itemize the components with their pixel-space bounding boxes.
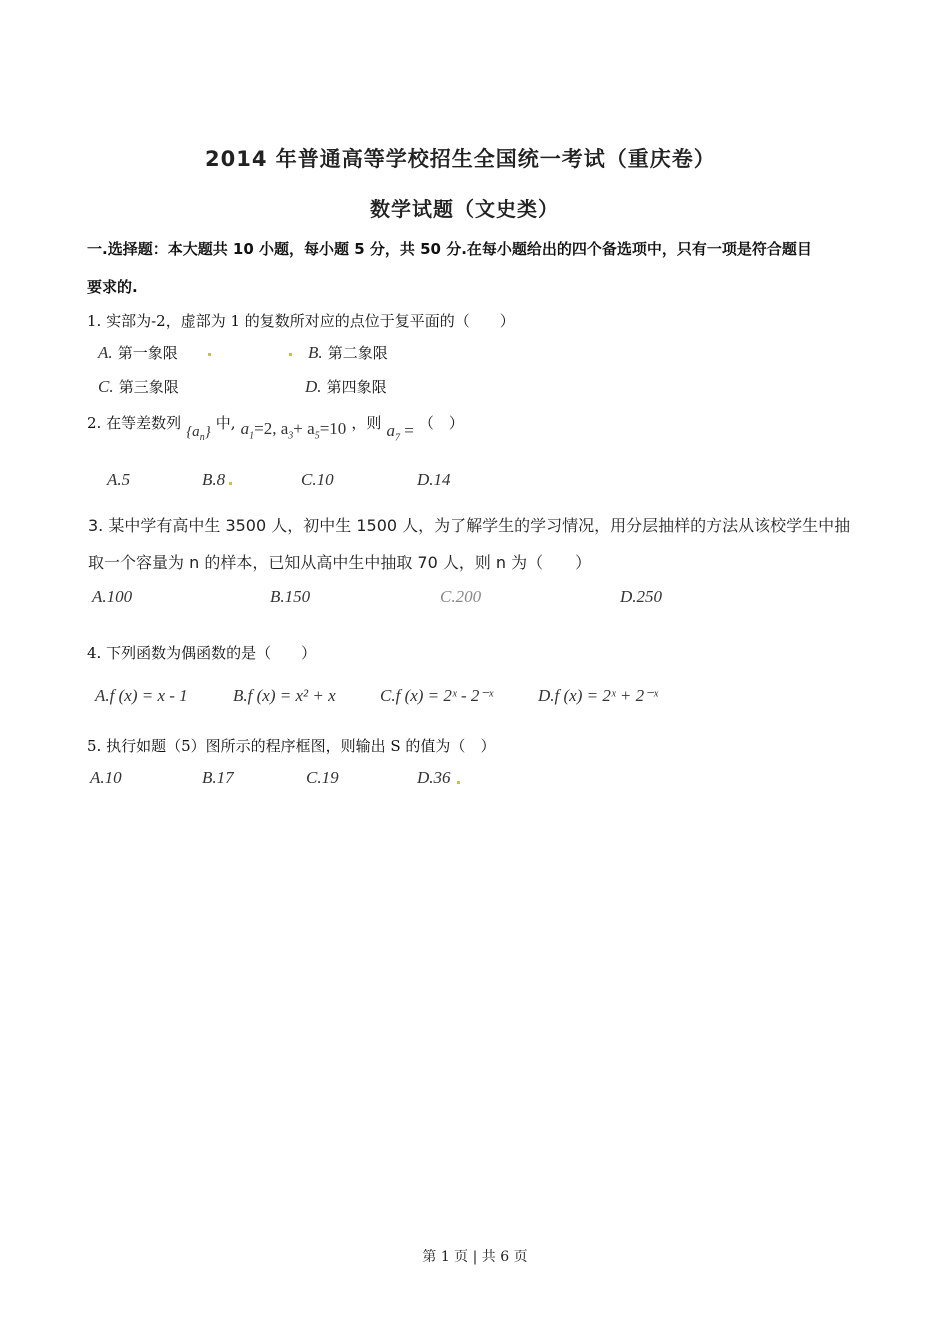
q2-then: ，则 — [351, 414, 382, 432]
q1-option-b — [308, 342, 388, 363]
q2-option-a: A.5 — [107, 470, 131, 489]
question-2-stem — [87, 412, 464, 444]
q1-option-c — [98, 376, 179, 397]
option-expression: f (x) = 2ˣ - 2⁻ˣ — [395, 686, 494, 705]
option-text: 第三象限 — [118, 378, 179, 396]
option-letter: C. — [98, 377, 114, 396]
option-text: 第二象限 — [327, 344, 388, 362]
q2-option-c: C.10 — [301, 470, 334, 489]
q2-mid: 中, — [215, 414, 236, 432]
q2-condition: $a_1=2$, $a_3+ a_5=10$ — [240, 419, 347, 442]
question-3-line1: 3. 某中学有高中生 3500 人，初中生 1500 人，为了解学生的学习情况，用分层抽样的方法从该校学生中抽 — [88, 516, 851, 535]
option-letter: D. — [305, 377, 322, 396]
option-text: 第一象限 — [117, 344, 178, 362]
question-4-stem: 4. 下列函数为偶函数的是（ ） — [87, 644, 317, 662]
question-5-stem: 5. 执行如题（5）图所示的程序框图，则输出 S 的值为（ ） — [87, 737, 496, 755]
option-label: C. — [380, 686, 396, 705]
q2-option-d: D.14 — [417, 470, 451, 489]
stray-dot — [229, 482, 232, 485]
exam-subtitle: 数学试题（文史类） — [370, 197, 559, 221]
exam-title: 2014 年普通高等学校招生全国统一考试（重庆卷） — [205, 147, 716, 171]
q5-option-d: D.36 — [417, 768, 451, 787]
q1-option-d — [305, 376, 387, 397]
q2-ask: $a_7$ = — [386, 421, 414, 444]
q3-option-b: B.150 — [270, 587, 311, 606]
option-letter: A. — [98, 343, 113, 362]
page-footer: 第 1 页 | 共 6 页 — [422, 1249, 528, 1265]
q2-prefix: 2. 在等差数列 — [87, 414, 182, 432]
option-label: A. — [95, 686, 110, 705]
q5-option-c: C.19 — [306, 768, 339, 787]
q2-sequence: $\{a_n\}$ — [186, 424, 211, 443]
q3-option-a: A.100 — [92, 587, 133, 606]
q2-option-b: B.8 — [202, 470, 226, 489]
q5-option-a: A.10 — [90, 768, 122, 787]
stray-dot — [457, 781, 460, 784]
option-expression: f (x) = x - 1 — [109, 686, 188, 705]
option-text: 第四象限 — [326, 378, 387, 396]
q4-option-a — [95, 686, 188, 706]
section-heading-line1: 一.选择题：本大题共 10 小题，每小题 5 分，共 50 分.在每小题给出的四个备选项中，只有一项是符合题目 — [87, 240, 812, 258]
q4-option-b — [233, 686, 336, 706]
q4-option-d — [538, 686, 658, 706]
option-letter: B. — [308, 343, 323, 362]
q1-option-a — [98, 342, 178, 363]
stray-dot — [289, 353, 292, 356]
q3-option-d: D.250 — [620, 587, 663, 606]
question-1-stem: 1. 实部为-2，虚部为 1 的复数所对应的点位于复平面的（ ） — [87, 312, 515, 330]
q5-option-b: B.17 — [202, 768, 234, 787]
section-heading-line2: 要求的. — [87, 278, 138, 296]
option-expression: f (x) = 2ˣ + 2⁻ˣ — [554, 686, 658, 705]
stray-dot — [208, 353, 211, 356]
question-3-line2: 取一个容量为 n 的样本，已知从高中生中抽取 70 人，则 n 为（ ） — [88, 553, 592, 572]
q3-option-c: C.200 — [440, 587, 482, 606]
option-label: B. — [233, 686, 248, 705]
option-expression: f (x) = x² + x — [247, 686, 336, 705]
q2-paren: （ ） — [418, 414, 464, 432]
q4-option-c — [380, 686, 493, 706]
option-label: D. — [538, 686, 555, 705]
